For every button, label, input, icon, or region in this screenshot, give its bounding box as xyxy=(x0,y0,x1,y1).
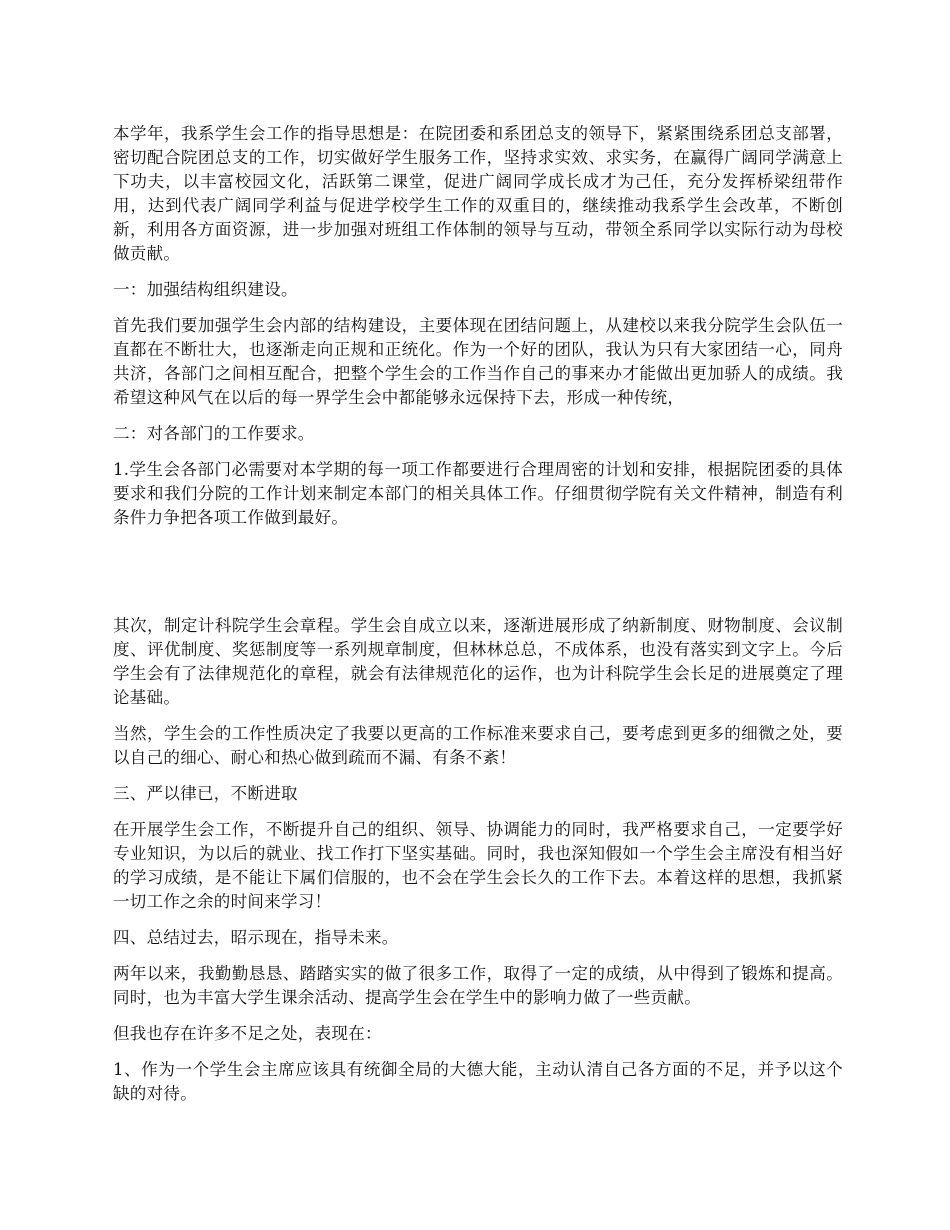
paragraph-work-standard: 当然，学生会的工作性质决定了我要以更高的工作标准来要求自己，要考虑到更多的细微之处，要以自己的细心、耐心和热心做到疏而不漏、有条不紊！ xyxy=(113,724,843,767)
paragraph-department-requirements: 1.学生会各部门必需要对本学期的每一项工作都要进行合理周密的计划和安排，根据院团委的具体要求和我们分院的工作计划来制定本部门的相关具体工作。仔细贯彻学院有关文件精神，制造有利条件力争把各项工作做到最好。 xyxy=(113,460,843,527)
heading-structure-building: 一：加强结构组织建设。 xyxy=(113,280,298,299)
document-body xyxy=(113,122,843,1118)
heading-self-discipline: 三、严以律已，不断进取 xyxy=(113,784,298,803)
paragraph-charter: 其次，制定计科院学生会章程。学生会自成立以来，逐渐进展形成了纳新制度、财物制度、会议制度、评优制度、奖惩制度等一系列规章制度，但林林总总，不成体系，也没有落实到文字上。今后学生会有了法律规范化的章程，就会有法律规范化的运作，也为计科院学生会长足的进展奠定了理论基础。 xyxy=(113,616,843,707)
paragraph-structure-building: 首先我们要加强学生会内部的结构建设，主要体现在团结问题上，从建校以来我分院学生会队伍一直都在不断壮大，也逐渐走向正规和正统化。作为一个好的团队，我认为只有大家团结一心，同舟共济，各部门之间相互配合，把整个学生会的工作当作自己的事来办才能做出更加骄人的成绩。我希望这种风气在以后的每一界学生会中都能够永远保持下去，形成一种传统， xyxy=(113,316,843,407)
paragraph-guiding-thought: 本学年，我系学生会工作的指导思想是：在院团委和系团总支的领导下，紧紧围绕系团总支部署，密切配合院团总支的工作，切实做好学生服务工作，坚持求实效、求实务，在赢得广阔同学满意上下功夫，以丰富校园文化，活跃第二课堂，促进广阔同学成长成才为己任，充分发挥桥梁纽带作用，达到代表广阔同学利益与促进学校学生工作的双重目的，继续推动我系学生会改革，不断创新，利用各方面资源，进一步加强对班组工作体制的领导与互动，带领全系同学以实际行动为母校做贡献。 xyxy=(113,124,843,263)
heading-department-requirements: 二：对各部门的工作要求。 xyxy=(113,424,315,443)
paragraph-shortcoming-1: 1、作为一个学生会主席应该具有统御全局的大德大能，主动认清自己各方面的不足，并予以这个缺的对待。 xyxy=(113,1060,843,1103)
heading-summary: 四、总结过去，昭示现在，指导未来。 xyxy=(113,928,399,947)
paragraph-summary: 两年以来，我勤勤恳恳、踏踏实实的做了很多工作，取得了一定的成绩，从中得到了锻炼和提高。同时，也为丰富大学生课余活动、提高学生会在学生中的影响力做了一些贡献。 xyxy=(113,964,843,1007)
paragraph-shortcomings-intro: 但我也存在许多不足之处，表现在： xyxy=(113,1024,382,1043)
paragraph-self-discipline: 在开展学生会工作，不断提升自己的组织、领导、协调能力的同时，我严格要求自己，一定要学好专业知识，为以后的就业、找工作打下坚实基础。同时，我也深知假如一个学生会主席没有相当好的学习成绩，是不能让下属们信服的，也不会在学生会长久的工作下去。本着这样的思想，我抓紧一切工作之余的时间来学习！ xyxy=(113,820,843,911)
